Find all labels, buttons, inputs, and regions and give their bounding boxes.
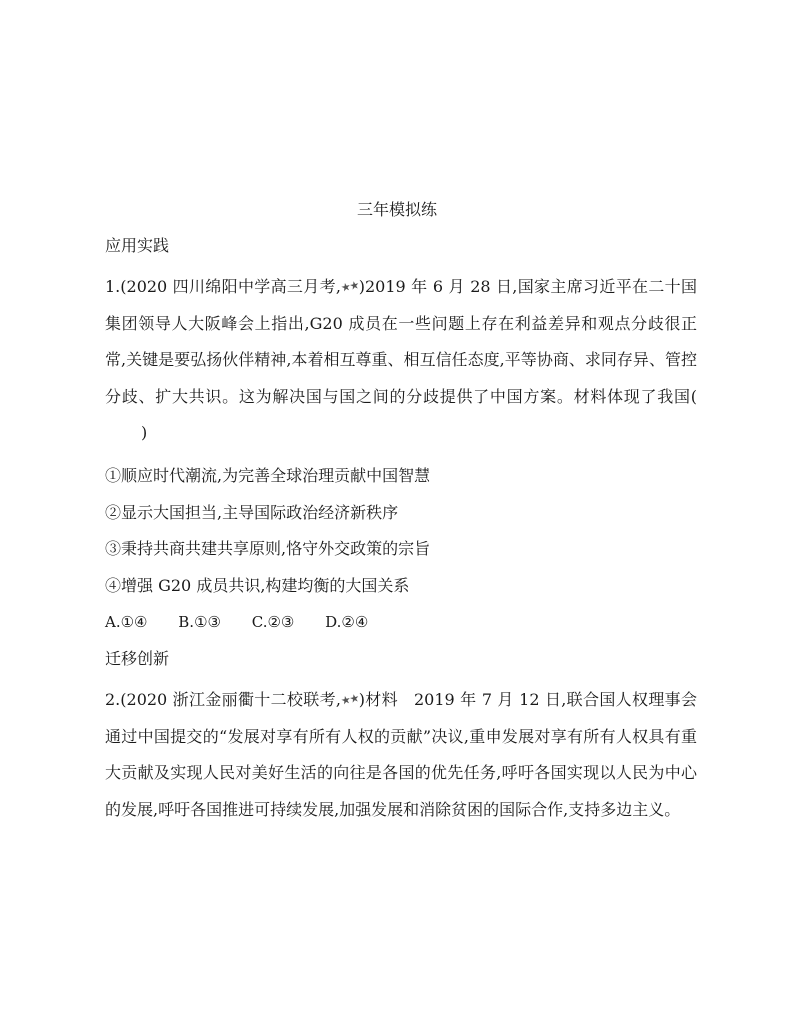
question-2-stem [105, 682, 697, 828]
choice-c: C.②③ [251, 613, 295, 631]
question-1-source: 1.(2020 四川绵阳中学高三月考, [105, 277, 342, 296]
answer-choices [105, 611, 394, 633]
choice-b: B.①③ [178, 613, 221, 631]
question-2-label: 材料 [364, 690, 398, 709]
question-1-text-end: ) [141, 423, 148, 442]
option-3: ③秉持共商共建共享原则,恪守外交政策的宗旨 [105, 539, 431, 558]
choice-a: A.①④ [105, 613, 148, 631]
option-1: ①顺应时代潮流,为完善全球治理贡献中国智慧 [105, 466, 431, 485]
difficulty-star-icon: ★★ [339, 691, 360, 708]
question-1-text: 2019 年 6 月 28 日,国家主席习近平在二十国集团领导人大阪峰会上指出,G20 成员在一些问题上存在利益差异和观点分歧很正常,关键是要弘扬伙伴精神,本着相互尊重、相互信任态度,平等协商、求同存异、管控分歧、扩大共识。这为解决国与国之间的分歧提供了中国方案。材料体现了我国( [105, 277, 697, 406]
difficulty-star-icon: ★★ [339, 278, 360, 295]
question-2-text: 2019 年 7 月 12 日,联合国人权理事会通过中国提交的“发展对享有所有人权的贡献”决议,重申发展对享有所有人权具有重大贡献及实现人民对美好生活的向往是各国的优先任务,呼吁各国实现以人民为中心的发展,呼吁各国推进可持续发展,加强发展和消除贫困的国际合作,支持多边主义。 [105, 690, 697, 819]
section-heading-application: 应用实践 [105, 236, 170, 255]
question-1-stem [105, 269, 697, 452]
page-title: 三年模拟练 [356, 200, 437, 219]
question-1-source-close: ) [358, 277, 365, 296]
choice-d: D.②④ [325, 613, 369, 631]
option-2: ②显示大国担当,主导国际政治经济新秩序 [105, 503, 399, 522]
question-2-source-close: ) [358, 690, 365, 709]
option-4: ④增强 G20 成员共识,构建均衡的大国关系 [105, 576, 410, 595]
question-2-source: 2.(2020 浙江金丽衢十二校联考, [105, 690, 341, 709]
section-heading-transfer: 迁移创新 [105, 649, 170, 668]
